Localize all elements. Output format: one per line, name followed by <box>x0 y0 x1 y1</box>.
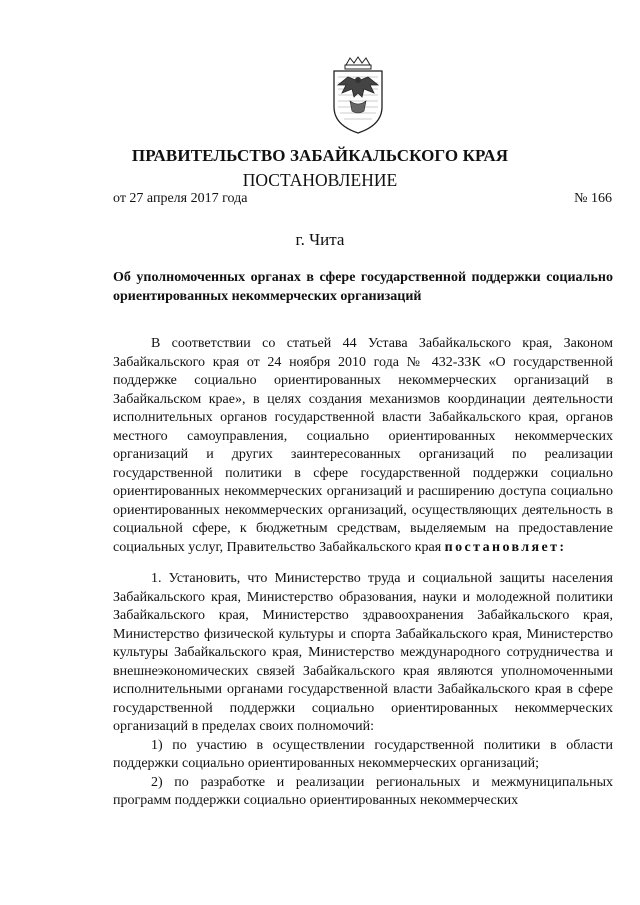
coat-of-arms-icon <box>326 55 390 137</box>
document-title: Об уполномоченных органах в сфере государственной поддержки социально ориентированных некоммерческих организаций <box>113 270 613 304</box>
preamble-paragraph <box>113 335 613 557</box>
government-name: ПРАВИТЕЛЬСТВО ЗАБАЙКАЛЬСКОГО КРАЯ <box>131 146 509 165</box>
item-1-1-paragraph: 1) по участию в осуществлении государственной политики в области поддержки социально ориентированных некоммерческих организаций; <box>113 737 613 771</box>
document-date: от 27 апреля 2017 года <box>113 191 248 206</box>
item-1-paragraph: 1. Установить, что Министерство труда и социальной защиты населения Забайкальского края, Министерство образования, науки и молодежной политики Забайкальского края, Министерство здравоохранения Забайкальского края, Министерство физической культуры и спорта Забайкальского края, Министерство культуры Забайкальского края, Министерство международного сотрудничества и внешнеэкономических связей Забайкальского края являются уполномоченными исполнительными органами государственной власти Забайкальского края в сфере государственной поддержки социально ориентированных некоммерческих организаций в пределах своих полномочий: <box>113 571 613 734</box>
resolves-keyword: постановляет: <box>444 539 567 555</box>
preamble-text: В соответствии со статьей 44 Устава Забайкальского края, Законом Забайкальского края от 24 ноября 2010 года № 432-ЗЗК «О государственной поддержке социально ориентированных некоммерческих организаций в Забайкальском крае», в целях создания механизмов координации деятельности исполнительных органов государственной власти Забайкальского края, органов местного самоуправления, социально ориентированных некоммерческих организаций и других заинтересованных организаций по реализации государственной политики в сфере государственной поддержки социально ориентированных некоммерческих организаций и расширению доступа социально ориентированных некоммерческих организаций, осуществляющих деятельность в социальной сфере, к бюджетным средствам, выделяемым на предоставление социальных услуг, Правительство Забайкальского края <box>113 336 613 555</box>
document-type: ПОСТАНОВЛЕНИЕ <box>242 170 398 190</box>
city-name: г. Чита <box>295 230 345 249</box>
item-1-2-paragraph: 2) по разработке и реализации региональных и межмуниципальных программ поддержки социально ориентированных некоммерческих <box>113 774 613 808</box>
document-number: № 166 <box>574 191 612 206</box>
document-body <box>113 335 613 811</box>
